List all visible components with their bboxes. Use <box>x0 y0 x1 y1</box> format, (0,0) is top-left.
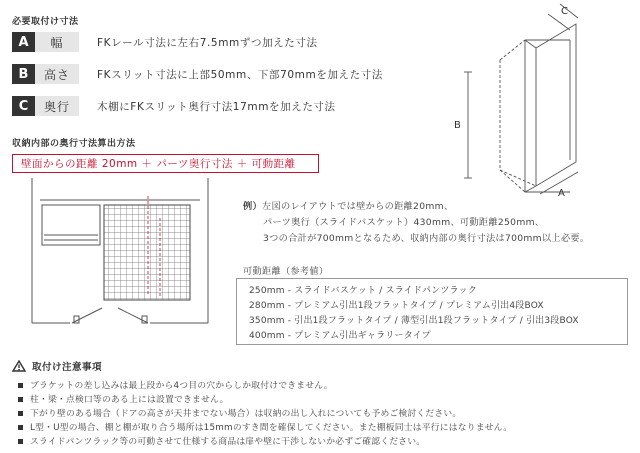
note-text: L型・U型の場合、棚と棚が取り合う場所は15mmのすき間を確保してください。また棚板同士は平行にはなりません。 <box>30 423 513 433</box>
note-text: 下がり壁のある場合（ドアの高さが天井までない場合）は収納の出し入れについても予めご検討ください。 <box>30 409 462 419</box>
dimension-desc: FKレール寸法に左右7.5mmずつ加えた寸法 <box>97 36 318 49</box>
floor-plan-diagram <box>30 178 230 340</box>
note-text: ブラケットの差し込みは最上段から4つ目の穴からしか取付けできません。 <box>30 381 333 391</box>
reference-line: 250mm - スライドバスケット / スライドパンツラック <box>249 286 477 296</box>
note-item <box>18 392 228 405</box>
dimension-row-width <box>12 32 318 52</box>
dimension-key: A <box>12 32 35 52</box>
diagram-label-b: B <box>454 120 461 131</box>
bullet-icon <box>18 425 23 430</box>
diagram-label-c: C <box>561 6 568 17</box>
formula-box: 壁面からの距離 20mm ＋ パーツ奥行寸法 ＋ 可動距離 <box>12 154 319 173</box>
note-text: スライドパンツラック等の可動させて仕様する商品は扉や壁に干渉しないか必ずご確認ください。 <box>30 437 426 447</box>
dimension-row-height <box>12 64 383 84</box>
dimension-name: 幅 <box>35 32 79 52</box>
reference-line: 400mm - プレミアム引出ギャラリータイプ <box>249 331 431 341</box>
note-item <box>18 434 425 447</box>
diagram-label-a: A <box>558 188 565 199</box>
bullet-icon <box>18 411 23 416</box>
example-text-1: 左図のレイアウトでは壁からの距離20mm、 <box>261 201 454 212</box>
reference-line: 350mm - 引出1段フラットタイプ / 薄型引出1段フラットタイプ / 引出3段BOX <box>249 316 579 326</box>
bullet-icon <box>18 439 23 444</box>
example-line-2: パーツ奥行（スライドバスケット）430mm、可動距離250mm、 <box>263 217 545 228</box>
note-item <box>18 378 333 391</box>
notes-title: 取付け注意事項 <box>32 362 103 373</box>
required-dimensions-title: 必要取付け寸法 <box>12 17 79 27</box>
note-item <box>18 420 512 433</box>
reference-title: 可動距離（参考値） <box>243 266 329 277</box>
bullet-icon <box>18 397 23 402</box>
note-item <box>18 406 461 419</box>
dimension-desc: FKスリット寸法に上部50mm、下部70mmを加えた寸法 <box>97 68 383 81</box>
example-label: 例） <box>243 201 262 212</box>
dimension-name: 高さ <box>35 64 79 84</box>
example-line-3: 3つの合計が700mmとなるため、収納内部の奥行寸法は700mm以上必要。 <box>263 233 590 244</box>
box-dimension-diagram <box>440 0 640 200</box>
reference-line: 280mm - プレミアム引出1段フラットタイプ / プレミアム引出4段BOX <box>249 301 544 311</box>
dimension-key: B <box>12 64 35 84</box>
warning-icon <box>12 360 26 372</box>
dimension-name: 奥行 <box>35 96 79 116</box>
dimension-desc: 木棚にFKスリット奥行寸法17mmを加えた寸法 <box>97 100 336 113</box>
reference-box <box>236 278 628 345</box>
dimension-row-depth <box>12 96 336 116</box>
depth-calc-title: 収納内部の奥行寸法算出方法 <box>12 139 136 149</box>
example-line-1 <box>243 198 453 212</box>
bullet-icon <box>18 383 23 388</box>
notes-header <box>12 359 102 373</box>
note-text: 柱・梁・点検口等のある上には設置できません。 <box>30 395 229 405</box>
dimension-key: C <box>12 96 35 116</box>
